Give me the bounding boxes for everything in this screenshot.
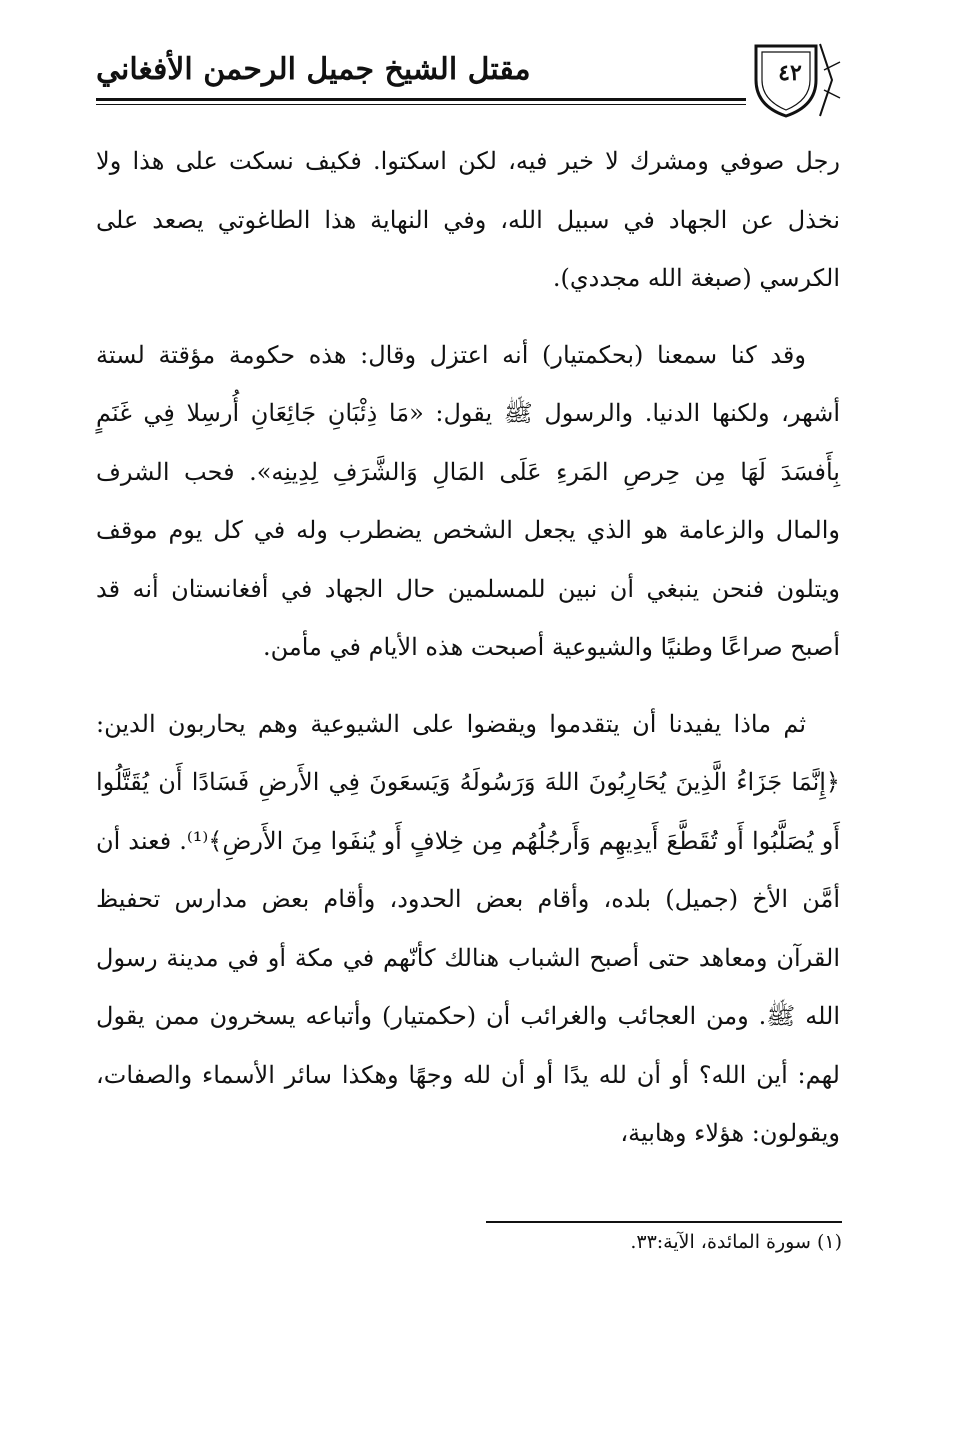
paragraph-2: وقد كنا سمعنا (بحكمتيار) أنه اعتزل وقال: هذه حكومة مؤقتة لستة أشهر، ولكنها الدنيا. والرسول ﷺ يقول: «مَا ذِئْبَانِ جَائِعَانِ أُرسِلا فِي غَنَمٍ بِأَفسَدَ لَهَا مِن حِرصِ المَرءِ عَلَى المَالِ وَالشَّرَفِ لِدِينِه». فحب الشرف والمال والزعامة هو الذي يجعل الشخص يضطرب وله في كل يوم موقف ويتلون فنحن ينبغي أن نبين للمسلمين حال الجهاد في أفغانستان أنه قد أصبح صراعًا وطنيًا والشيوعية أصبحت هذه الأيام في مأمن. [96, 340, 841, 661]
page-number: ٤٢ [778, 60, 802, 86]
page-header [96, 40, 838, 106]
paragraph-1: رجل صوفي ومشرك لا خير فيه، لكن اسكتوا. فكيف نسكت على هذا ولا نخذل عن الجهاد في سبيل الله، وفي النهاية هذا الطاغوتي يصعد على الكرسي (صبغة الله مجددي). [96, 147, 840, 292]
header-rule-thin [96, 104, 746, 105]
body-text [96, 132, 840, 1181]
footnote: (١) سورة المائدة، الآية:٣٣. [630, 1231, 842, 1253]
header-rule [96, 98, 746, 101]
footnote-rule [486, 1221, 842, 1223]
paragraph-3: ثم ماذا يفيدنا أن يتقدموا ويقضوا على الشيوعية وهم يحاربون الدين: ﴿إِنَّمَا جَزَاءُ الَّذِينَ يُحَارِبُونَ اللهَ وَرَسُولَهُ وَيَسعَونَ فِي الأَرضِ فَسَادًا أَن يُقَتَّلُوا أَو يُصَلَّبُوا أَو تُقَطَّعَ أَيدِيهِم وَأَرجُلُهُم مِن خِلافٍ أَو يُنفَوا مِنَ الأَرضِ﴾⁽¹⁾. فعند أن أمَّن الأخ (جميل) بلده، وأقام بعض الحدود، وأقام بعض مدارس تحفيظ القرآن ومعاهد حتى أصبح الشباب هنالك كأنّهم في مكة أو في مدينة رسول الله ﷺ. ومن العجائب والغرائب أن (حكمتيار) وأتباعه يسخرون ممن يقول لهم: أين الله؟ أو أن لله يدًا أو أن لله وجهًا وهكذا سائر الأسماء والصفات، ويقولون: هؤلاء وهابية، [96, 709, 841, 1147]
running-title: مقتل الشيخ جميل الرحمن الأفغاني [96, 52, 531, 87]
